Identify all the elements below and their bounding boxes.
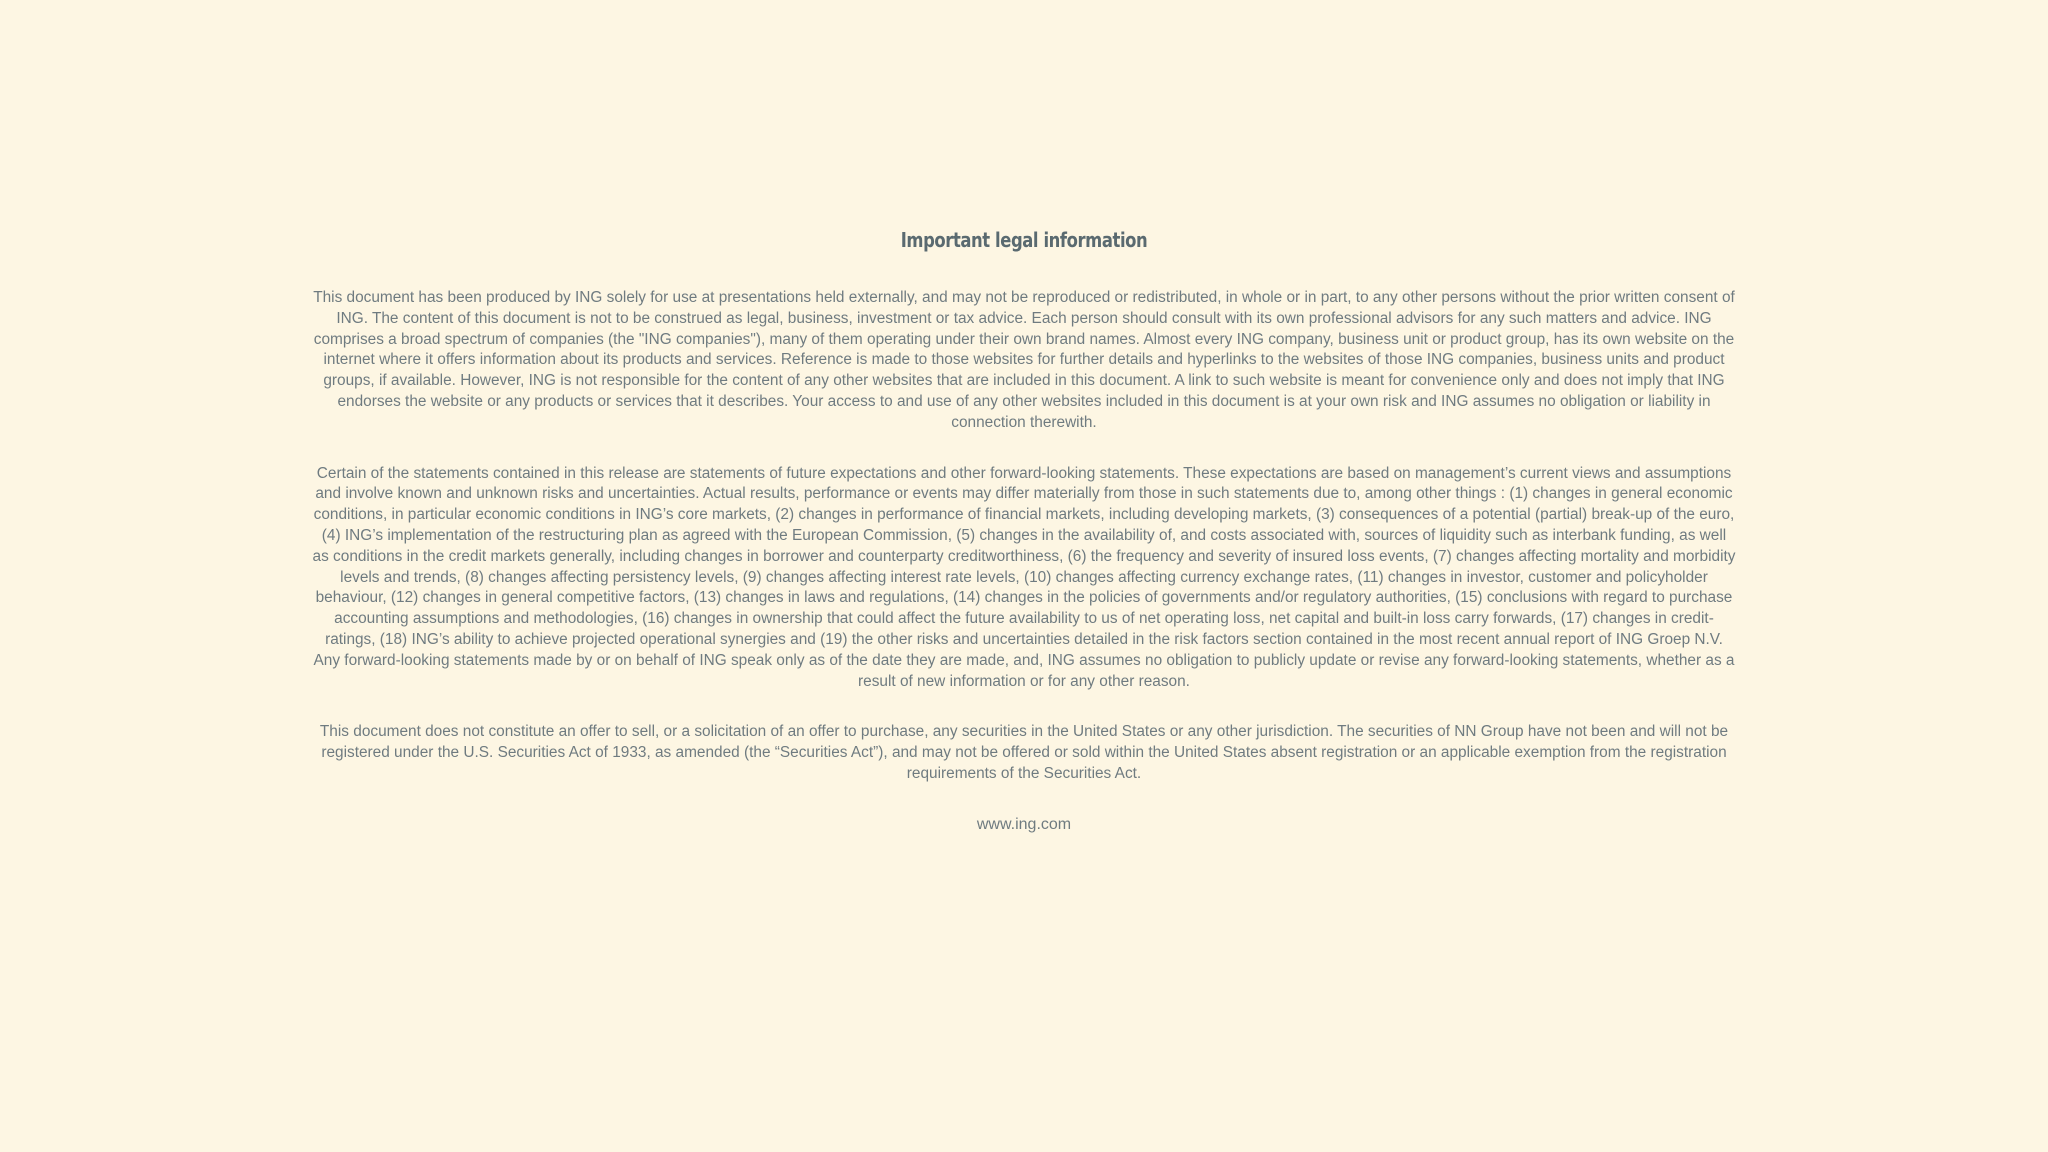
disclaimer-paragraph-securities: This document does not constitute an offer to sell, or a solicitation of an offer to purchase, any securities in the United States or any other jurisdiction. The securities of NN Group have not been and will not be registered under the U.S. Securities Act of 1933, as amended (the “Securities Act”), and may not be offered or sold within the United States absent registration or an applicable exemption from the registration requirements of the Securities Act.: [319, 723, 1729, 782]
disclaimer-paragraph-usage: This document has been produced by ING solely for use at presentations held externally, and may not be reproduced or redistributed, in whole or in part, to any other persons without the prior written consent of ING. The content of this document is not to be construed as legal, business, investment or tax advice. Each person should consult with its own professional advisors for any such matters and advice. ING comprises a broad spectrum of companies (the "ING companies"), many of them operating under their own brand names. Almost every ING company, business unit or product group, has its own website on the internet where it offers information about its products and services. Reference is made to those websites for further details and hyperlinks to the websites of those ING companies, business units and product groups, if available. However, ING is not responsible for the content of any other websites that are included in this document. A link to such website is meant for convenience only and does not imply that ING endorses the website or any products or services that it describes. Your access to and use of any other websites included in this document is at your own risk and ING assumes no obligation or liability in connection therewith.: [313, 289, 1735, 431]
website-link[interactable]: www.ing.com: [976, 815, 1072, 833]
disclaimer-paragraph-forward-looking: Certain of the statements contained in this release are statements of future expectations and other forward-looking statements. These expectations are based on management’s current views and assumptions and involve known and unknown risks and uncertainties. Actual results, performance or events may differ materially from those in such statements due to, among other things : (1) changes in general economic conditions, in particular economic conditions in ING’s core markets, (2) changes in performance of financial markets, including developing markets, (3) consequences of a potential (partial) break-up of the euro, (4) ING’s implementation of the restructuring plan as agreed with the European Commission, (5) changes in the availability of, and costs associated with, sources of liquidity such as interbank funding, as well as conditions in the credit markets generally, including changes in borrower and counterparty creditworthiness, (6) the frequency and severity of insured loss events, (7) changes affecting mortality and morbidity levels and trends, (8) changes affecting persistency levels, (9) changes affecting interest rate levels, (10) changes affecting currency exchange rates, (11) changes in investor, customer and policyholder behaviour, (12) changes in general competitive factors, (13) changes in laws and regulations, (14) changes in the policies of governments and/or regulatory authorities, (15) conclusions with regard to purchase accounting assumptions and methodologies, (16) changes in ownership that could affect the future availability to us of net operating loss, net capital and built-in loss carry forwards, (17) changes in credit-ratings, (18) ING’s ability to achieve projected operational synergies and (19) the other risks and uncertainties detailed in the risk factors section contained in the most recent annual report of ING Groep N.V. Any forward-looking statements made by or on behalf of ING speak only as of the date they are made, and, ING assumes no obligation to publicly update or revise any forward-looking statements, whether as a result of new information or for any other reason.: [312, 464, 1736, 690]
legal-text-body: [312, 288, 1736, 836]
page-title: Important legal information: [900, 228, 1148, 252]
